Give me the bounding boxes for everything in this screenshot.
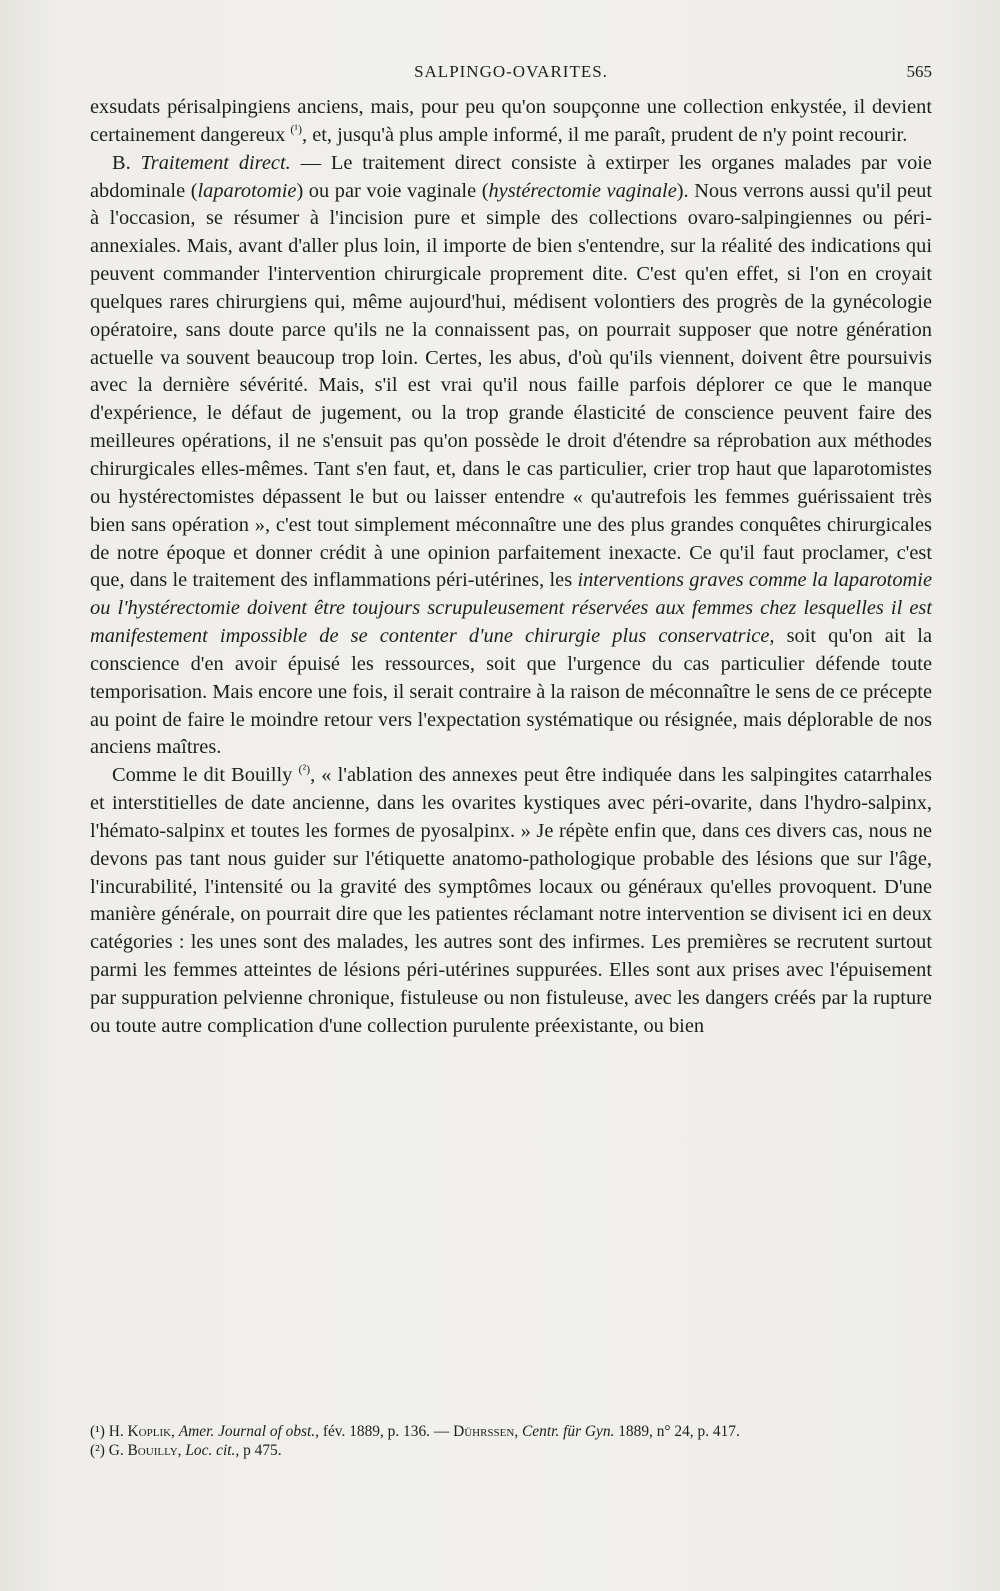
footnote-author: H. Koplik, <box>108 1423 175 1440</box>
text-run: , « l'ablation des annexes peut être indiquée dans les salpingites catarrhales et interstitielles de date ancienne, dans les ovarites kystiques avec péri-ovarite, dans l'hydro-salpinx, l'hémato-salpinx et toutes les formes de pyosalpinx. » Je répète enfin que, dans ces divers cas, nous ne devons pas tant nous guider sur l'étiquette anatomo-pathologique probable des lésions que sur l'âge, l'incurabilité, l'intensité ou la gravité des symptômes locaux ou généraux qu'elles provoquent. D'une manière générale, on pourrait dire que les patientes réclamant notre intervention se divisent ici en deux catégories : les unes sont des malades, les autres sont des infirmes. Les premières se recrutent surtout parmi les femmes atteintes de lésions péri-utérines suppurées. Elles sont aux prises avec l'épuisement par suppuration pelvienne chronique, fistuleuse ou non fistuleuse, avec les dangers créés par la rupture ou toute autre complication d'une collection purulente préexistante, ou bien <box>90 764 932 1037</box>
text-run: ). Nous verrons aussi qu'il peut à l'occasion, se résumer à l'incision pure et simple des collections ovaro-salpingiennes ou péri-annexiales. Mais, avant d'aller plus loin, il importe de bien s'entendre, sur la réalité des indications qui peuvent commander l'intervention chirurgicale proprement dite. C'est qu'en effet, si l'on en croyait quelques rares chirurgiens qui, même aujourd'hui, médisent volontiers des progrès de la gynécologie opératoire, sans doute parce qu'ils ne la connaissent pas, on pourrait supposer que notre génération actuelle va souvent beaucoup trop loin. Certes, les abus, d'où qu'ils viennent, doivent être poursuivis avec la dernière sévérité. Mais, s'il est vrai qu'il nous faille parfois déplorer ce que le manque d'expérience, le défaut de jugement, ou la trop grande élasticité de conscience peuvent faire des meilleures opérations, il ne s'ensuit pas qu'on possède le droit d'étendre sa réprobation aux méthodes chirurgicales elles-mêmes. Tant s'en faut, et, dans le cas particulier, crier trop haut que laparotomistes ou hystérectomistes dépassent le but ou laisser entendre « qu'autrefois les femmes guérissaient très bien sans opération », c'est tout simplement méconnaître une des plus grandes conquêtes chirurgicales de notre époque et donner crédit à une opinion parfaitement inexacte. Ce qu'il faut proclamer, c'est que, dans le traitement des inflammations péri-utérines, les <box>90 179 932 592</box>
footnote-journal: Centr. für Gyn. <box>522 1423 615 1440</box>
page-number: 565 <box>906 62 932 81</box>
paragraph-1 <box>90 94 932 150</box>
footnote-author: Dührssen, <box>453 1423 519 1440</box>
section-heading-italic: Traitement direct. <box>140 151 291 174</box>
running-title: SALPINGO-OVARITES. <box>414 62 608 81</box>
text-run: Comme le dit Bouilly <box>112 764 299 787</box>
text-run: — Le traitement direct consiste à extirper les organes malades par voie abdominale ( <box>90 151 932 202</box>
footnote-mark: (¹) <box>90 1423 105 1440</box>
footnote-text: fév. 1889, p. 136. — <box>319 1423 454 1440</box>
footnote-ref-2: (²) <box>298 762 311 777</box>
text-run: exsudats périsalpingiens anciens, mais, pour peu qu'on soupçonne une collection enkystée, il devient certainement dangereux <box>90 96 932 146</box>
footnote-journal: Amer. Journal of obst., <box>178 1423 319 1440</box>
text-run: B. <box>112 151 141 174</box>
paragraph-2 <box>90 150 932 763</box>
footnote-text: 1889, n° 24, p. 417. <box>614 1423 740 1440</box>
italic-emphasis: interventions graves comme la laparotomie ou l'hystérectomie doivent être toujours scrupuleusement réservées aux femmes chez lesquelles il est manifestement impossible de se contenter d'une chirurgie plus conservatrice, <box>90 569 932 648</box>
italic-term: laparotomie <box>197 179 297 202</box>
footnote-loc: Loc. cit., <box>185 1442 240 1459</box>
footnote-author: G. Bouilly, <box>108 1442 182 1459</box>
text-run: ) ou par voie vaginale ( <box>296 179 489 202</box>
text-run: soit qu'on ait la conscience d'en avoir épuisé les ressources, soit que l'urgence du cas particulier défende toute temporisation. Mais encore une fois, il serait contraire à la raison de méconnaître le sens de ce précepte au point de faire le moindre retour vers l'expectation systématique ou résignée, mais déplorable de nos anciens maîtres. <box>90 625 932 759</box>
footnote-1 <box>90 1422 932 1441</box>
text-run: , et, jusqu'à plus ample informé, il me paraît, prudent de n'y point recourir. <box>302 123 908 146</box>
footnote-ref-1: (¹) <box>290 122 302 137</box>
paragraph-3 <box>90 762 932 1040</box>
body-text <box>90 94 932 1041</box>
running-head <box>90 62 932 86</box>
footnotes <box>90 1422 932 1460</box>
italic-term: hystérectomie vaginale <box>488 179 677 202</box>
footnote-text: p 475. <box>239 1442 282 1459</box>
footnote-mark: (²) <box>90 1442 105 1459</box>
footnote-2 <box>90 1441 932 1460</box>
